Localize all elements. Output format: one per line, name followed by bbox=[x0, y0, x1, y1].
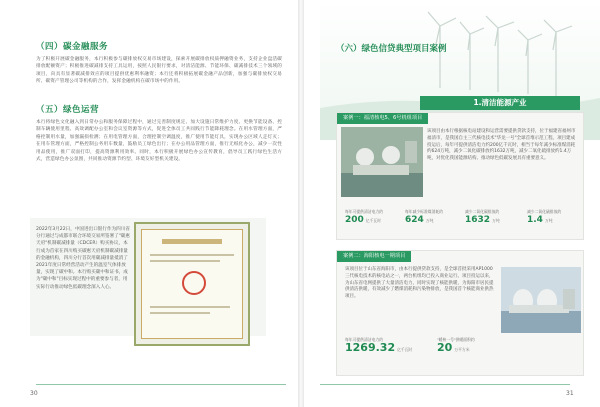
section-four-paragraph: 为了积极开展碳金融服务，本行积极参与碳排放权交易市场建设，探索开展碳排放权质押融资业务，支持企业盘活碳排放配额资产；积极推进碳减排支持工具运用，按照人民银行要求，对清洁能源、节能环保、碳减排技术三个领域的项目，向具有显著碳减排效应的项目提供优惠利率融资；本行还将积极拓展碳金融产品创新，加强与碳排放权交易所、碳资产管理公司等机构的合作，发挥金融机构在碳市场中的作用。 bbox=[36, 57, 282, 85]
stat-label: 每年可提供清洁电力约 bbox=[345, 209, 383, 214]
certificate-line bbox=[150, 312, 210, 314]
section-five-paragraph: 本行将绿色文化融入到日常办公和服务保障过程中，通过完善制度规定、加大设施日常维护力度、更换节能设备、控制车辆使用里程、高效调配办公室和会议室资源等方式，促进全体员工共同践行节能降耗理念。在用水管理方面，严格控制用水量，加强漏损检测；在用电管理方面，合理控制空调温度，推广使用节能灯具，实现办公区域人走灯灭；在用车管理方面，严格控制公务用车数量，鼓励员工绿色出行；在办公用品管理方面，推行无纸化办公，减少一次性用品使用，推广双面打印，提高资源利用效率。同时，本行积极开展绿色办公宣传教育，倡导员工践行绿色生活方式，营造绿色办公氛围，共同推动资源节约型、环境友好型机关建设。 bbox=[36, 120, 282, 163]
stat-value: 20 bbox=[437, 341, 453, 354]
stat-label: 每年减少标准煤消耗约 bbox=[405, 209, 443, 214]
certificate-image bbox=[134, 222, 250, 346]
nuclear-plant-aerial-illustration bbox=[341, 127, 423, 197]
stat-value: 624 bbox=[405, 215, 424, 225]
coastal-nuclear-plant-illustration bbox=[501, 267, 581, 333]
stat-unit: 亿千瓦时 bbox=[365, 218, 381, 223]
certificate-line bbox=[150, 260, 220, 262]
case-two-image bbox=[501, 267, 581, 333]
case-one-label: 案例一：福清核电5、6号机组项目 bbox=[337, 113, 428, 124]
stat-value: 1632 bbox=[465, 215, 491, 225]
certificate-line bbox=[150, 254, 234, 256]
stat-unit: 万吨 bbox=[544, 218, 553, 223]
stat-item bbox=[527, 209, 561, 227]
stat-label: 减少二氧化硫排放约 bbox=[527, 209, 562, 214]
stat-value: 1269.32 bbox=[345, 341, 396, 354]
case-two-card bbox=[336, 250, 584, 376]
section-six-title: （六）绿色信贷典型项目案例 bbox=[336, 44, 447, 54]
section-four-title: （四）碳金融服务 bbox=[36, 42, 109, 52]
stat-unit: 万吨 bbox=[492, 218, 500, 223]
footer-rule-left bbox=[36, 384, 286, 385]
case-one-image bbox=[341, 127, 423, 197]
footer-rule-right bbox=[320, 384, 570, 385]
stat-unit: 万吨 bbox=[425, 218, 434, 223]
certificate-line bbox=[150, 306, 230, 308]
stat-item bbox=[345, 337, 412, 356]
case-one-card bbox=[336, 112, 584, 240]
stat-label: 每年可提供清洁电力约 bbox=[345, 337, 383, 342]
certificate-frame bbox=[141, 229, 243, 339]
left-page-number: 30 bbox=[30, 390, 38, 397]
stat-value: 1.4 bbox=[527, 215, 543, 225]
category-ribbon: 1.清洁能源产业 bbox=[420, 96, 580, 110]
section-five-title: （五）绿色运营 bbox=[36, 105, 100, 115]
case-two-paragraph: 该项目位于山东省海阳市，由本行提供贷款支持，是全球首批采用AP1000三代核电技术的核电站之一，两台机组均已投入商业运行。项目投运以来，为山东省电网提供了大量清洁电力，同时实现了核能供暖，为海阳市居民提供清洁供暖，有效减少了燃煤消耗和污染物排放，是我国首个核能商业供热项目。 bbox=[345, 267, 494, 300]
stat-item bbox=[437, 337, 475, 356]
stat-unit: 亿千瓦时 bbox=[397, 347, 413, 352]
stat-item bbox=[345, 209, 383, 227]
certificate-heading-bar bbox=[162, 239, 222, 244]
page-gutter bbox=[298, 0, 304, 407]
stat-value: 200 bbox=[345, 215, 364, 225]
stat-label: 减少二氧化碳排放约 bbox=[465, 209, 500, 214]
right-page-number: 31 bbox=[566, 390, 574, 397]
case-two-label: 案例二：海阳核电一期项目 bbox=[337, 251, 411, 262]
case-one-paragraph: 该项目由本行根据核电站建设和运营需要提供贷款支持，位于福建省福州市福清市，是我国自主三代核电技术"华龙一号"全球首堆示范工程。项目建成投运后，每年可提供清洁电力约200亿千瓦时，相当于每年减少标准煤消耗约624万吨，减少二氧化碳排放约1632万吨，减少二氧化硫排放约1.4万吨，对优化我国能源结构、推动绿色低碳发展具有重要意义。 bbox=[427, 129, 576, 162]
stat-unit: 万平方米 bbox=[454, 347, 470, 352]
stat-item bbox=[465, 209, 500, 227]
stat-label: "暖核一号"供暖面积约 bbox=[437, 337, 475, 342]
certificate-paragraph: 2022年3月22日，中国进出口银行作为四川省分行通过与成都市联合环境交易所签署了"碳惠天府"机制碳减排量（CDCER）购买协议，本行成为首家在四川购买碳惠天府机制碳减排量的金融机构，四川分行首次用碳减排量抵消了2021年度日常经营活动产生的温室气体排放量，实现了碳中和。本行购买碳中和证书，成为"碳中和"目标实现过程中的重要参与者，用实际行动推动绿色低碳理念深入人心。 bbox=[36, 227, 130, 290]
seal-icon bbox=[182, 271, 206, 295]
stat-item bbox=[405, 209, 443, 227]
